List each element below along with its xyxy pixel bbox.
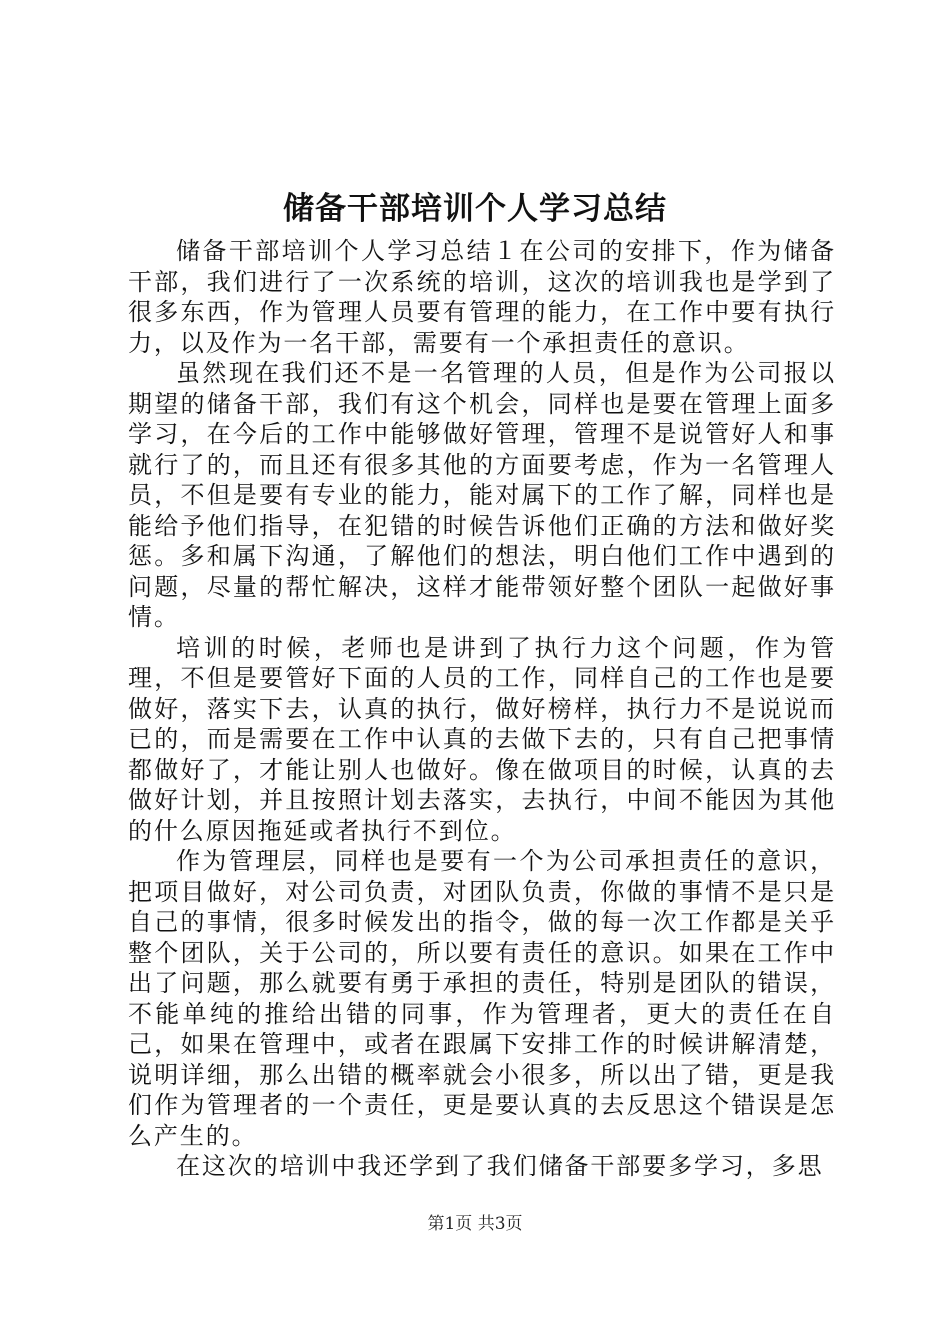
document-title: 储备干部培训个人学习总结 xyxy=(283,191,667,227)
paragraph-5: 在这次的培训中我还学到了我们储备干部要多学习，多思 xyxy=(176,1152,824,1180)
document-body xyxy=(128,236,836,1182)
paragraph-1: 储备干部培训个人学习总结１在公司的安排下，作为储备干部，我们进行了一次系统的培训，这次的培训我也是学到了很多东西，作为管理人员要有管理的能力，在工作中要有执行力，以及作为一名干部，需要有一个承担责任的意识。 xyxy=(128,237,836,357)
paragraph-2: 虽然现在我们还不是一名管理的人员，但是作为公司报以期望的储备干部，我们有这个机会，同样也是要在管理上面多学习，在今后的工作中能够做好管理，管理不是说管好人和事就行了的，而且还有很多其他的方面要考虑，作为一名管理人员，不但是要有专业的能力，能对属下的工作了解，同样也是能给予他们指导，在犯错的时候告诉他们正确的方法和做好奖惩。多和属下沟通，了解他们的想法，明白他们工作中遇到的问题，尽量的帮忙解决，这样才能带领好整个团队一起做好事情。 xyxy=(128,359,836,631)
page-number-footer: 第1页 共3页 xyxy=(427,1214,523,1234)
paragraph-4: 作为管理层，同样也是要有一个为公司承担责任的意识，把项目做好，对公司负责，对团队负责，你做的事情不是只是自己的事情，很多时候发出的指令，做的每一次工作都是关乎整个团队，关于公司的，所以要有责任的意识。如果在工作中出了问题，那么就要有勇于承担的责任，特别是团队的错误，不能单纯的推给出错的同事，作为管理者，更大的责任在自己，如果在管理中，或者在跟属下安排工作的时候讲解清楚，说明详细，那么出错的概率就会小很多，所以出了错，更是我们作为管理者的一个责任，更是要认真的去反思这个错误是怎么产生的。 xyxy=(128,847,836,1150)
paragraph-3: 培训的时候，老师也是讲到了执行力这个问题，作为管理，不但是要管好下面的人员的工作，同样自己的工作也是要做好，落实下去，认真的执行，做好榜样，执行力不是说说而已的，而是需要在工作中认真的去做下去的，只有自己把事情都做好了，才能让别人也做好。像在做项目的时候，认真的去做好计划，并且按照计划去落实，去执行，中间不能因为其他的什么原因拖延或者执行不到位。 xyxy=(128,633,836,845)
